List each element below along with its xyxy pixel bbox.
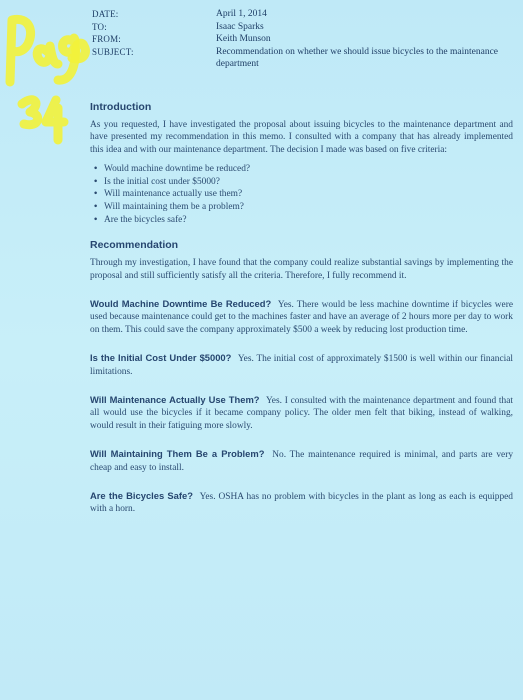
criteria-text: Will maintenance actually use them? <box>104 189 243 200</box>
handwritten-page-note <box>0 0 90 160</box>
memo-from-label: FROM: <box>92 34 122 44</box>
finding-question: Will Maintenance Actually Use Them? <box>90 394 260 406</box>
finding-question: Are the Bicycles Safe? <box>90 490 193 502</box>
memo-to-value: Isaac Sparks <box>216 21 264 32</box>
bullet-icon: • <box>94 189 98 200</box>
finding-paragraph <box>90 352 513 378</box>
finding-question: Will Maintaining Them Be a Problem? <box>90 448 265 460</box>
finding-paragraph <box>90 394 513 432</box>
criteria-item <box>94 163 513 176</box>
memo-header <box>92 8 516 71</box>
finding-paragraph <box>90 490 513 516</box>
finding-answer: No. The maintenance required is minimal, and parts are very cheap and easy to install. <box>90 450 514 473</box>
criteria-list <box>90 163 513 226</box>
criteria-item <box>94 176 513 189</box>
memo-date-value: April 1, 2014 <box>216 9 267 19</box>
memo-subject-row <box>92 46 516 71</box>
memo-subject-label: SUBJECT: <box>92 46 134 57</box>
memo-subject-value: Recommendation on whether we should issue bicycles to the maintenance department <box>216 46 499 69</box>
recommendation-paragraph: Through my investigation, I have found that the company could realize substantial savings by implementing the proposal and still sufficiently satisfy all the criteria. Therefore, I fully recommend it. <box>90 258 513 281</box>
introduction-heading: Introduction <box>90 101 152 113</box>
memo-date-row <box>92 8 516 21</box>
finding-answer: Yes. The initial cost of approximately $1500 is well within our financial limitations. <box>90 354 513 377</box>
finding-paragraph <box>90 448 513 474</box>
finding-answer: Yes. OSHA has no problem with bicycles in the plant as long as each is equipped with a horn. <box>90 492 513 515</box>
bullet-icon: • <box>94 176 98 187</box>
criteria-text: Will maintaining them be a problem? <box>104 202 244 212</box>
criteria-item <box>94 214 513 227</box>
criteria-text: Is the initial cost under $5000? <box>104 176 220 187</box>
finding-question: Is the Initial Cost Under $5000? <box>90 352 232 364</box>
finding-question: Would Machine Downtime Be Reduced? <box>90 298 272 309</box>
finding-answer: Yes. There would be less machine downtime if bicycles were used because maintenance could get to the machines faster and have an average of 2 hours more per day to work on them. This could save the company approximately $500 a week by reducing lost production time. <box>90 300 513 335</box>
bullet-icon: • <box>94 214 98 225</box>
finding-paragraph <box>90 298 513 336</box>
bullet-icon: • <box>94 202 98 212</box>
memo-from-row <box>92 33 516 46</box>
memo-body <box>90 101 513 516</box>
memo-date-label: DATE: <box>92 9 119 19</box>
bullet-icon: • <box>94 164 98 175</box>
criteria-text: Are the bicycles safe? <box>104 214 187 225</box>
memo-from-value: Keith Munson <box>216 34 271 44</box>
memo-to-label: TO: <box>92 21 107 32</box>
criteria-text: Would machine downtime be reduced? <box>104 164 251 175</box>
memo-to-row <box>92 21 516 34</box>
criteria-item <box>94 201 513 214</box>
finding-answer: Yes. I consulted with the maintenance department and found that all would use the bicycles if it became company policy. The older men felt that biking, instead of walking, would result in their fatiguing more slowly. <box>90 396 513 431</box>
criteria-item <box>94 188 513 201</box>
introduction-paragraph: As you requested, I have investigated the proposal about issuing bicycles to the maintenance department and have presented my recommendation in this memo. I consulted with a company that has already implemented this idea and with our maintenance department. The decision I made was based on five criteria: <box>90 120 513 155</box>
recommendation-heading: Recommendation <box>90 239 179 252</box>
